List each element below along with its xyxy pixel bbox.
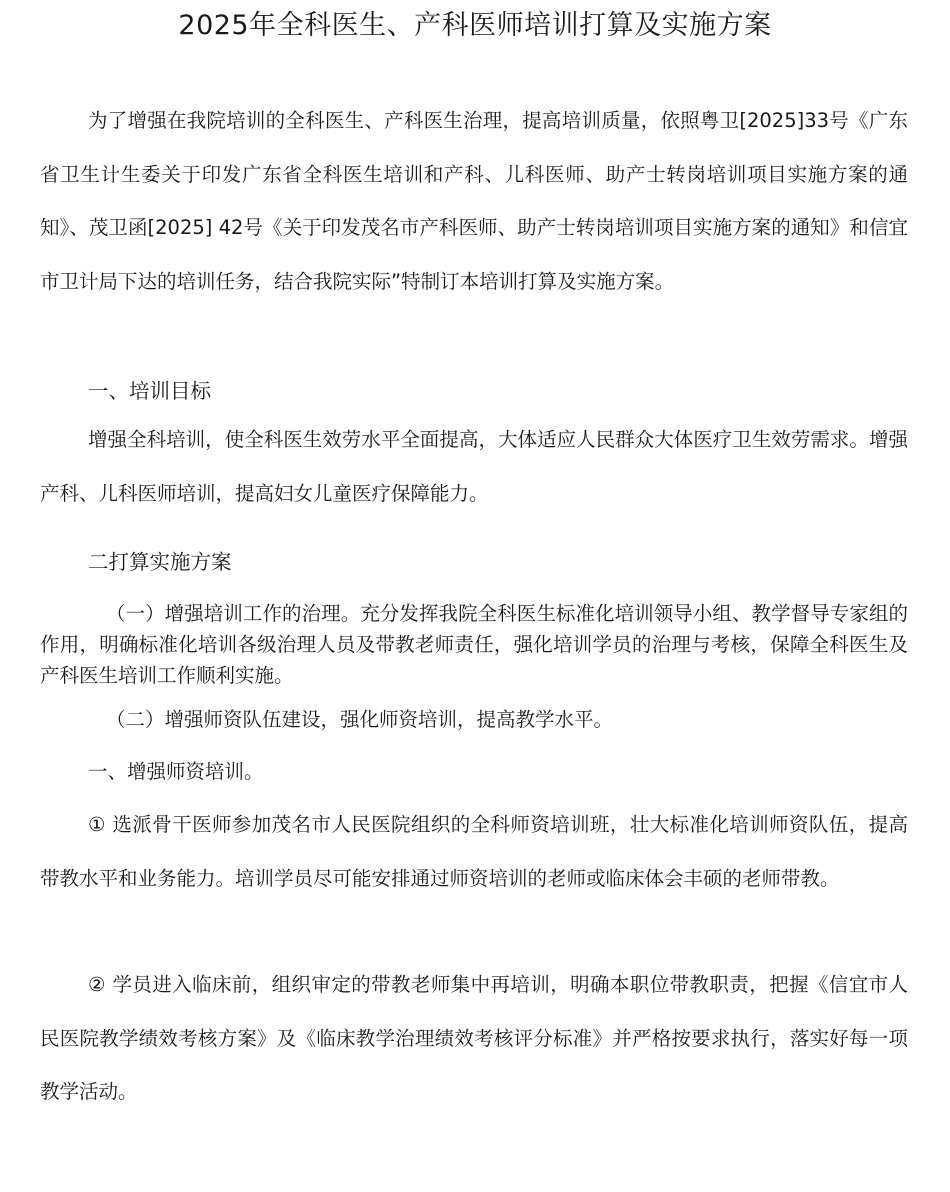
faculty-point-2: ② 学员进入临床前，组织审定的带教老师集中再培训，明确本职位带教职责，把握《信宜市人民医院教学绩效考核方案》及《临床教学治理绩效考核评分标准》并严格按要求执行，落实好每一项教学活动。 [40,973,908,1103]
plan-item-faculty: （二）增强师资队伍建设，强化师资培训，提高教学水平。 [106,708,614,731]
plan-item-management: （一）增强培训工作的治理。充分发挥我院全科医生标准化培训领导小组、教学督导专家组的作用，明确标准化培训各级治理人员及带教老师责任，强化培训学员的治理与考核，保障全科医生及产科医生培训工作顺利实施。 [40,602,908,687]
section-heading-plan: 二打算实施方案 [88,550,232,574]
intro-paragraph: 为了增强在我院培训的全科医生、产科医生治理，提高培训质量，依照粤卫[2025]33号《广东省卫生计生委关于印发广东省全科医生培训和产科、儿科医师、助产士转岗培训项目实施方案的通知》、茂卫函[2025] 42号《关于印发茂名市产科医师、助产士转岗培训项目实施方案的通知》和信宜市卫计局下达的培训任务，结合我院实际”特制订本培训打算及实施方案。 [40,109,908,293]
document-title: 2025年全科医生、产科医师培训打算及实施方案 [178,10,772,41]
goals-paragraph: 增强全科培训，使全科医生效劳水平全面提高，大体适应人民群众大体医疗卫生效劳需求。增强产科、儿科医师培训，提高妇女儿童医疗保障能力。 [40,428,908,505]
section-heading-goals: 一、培训目标 [88,379,211,403]
sub-heading-faculty-training: 一、增强师资培训。 [88,760,264,783]
faculty-point-1: ① 选派骨干医师参加茂名市人民医院组织的全科师资培训班，壮大标准化培训师资队伍，提高带教水平和业务能力。培训学员尽可能安排通过师资培训的老师或临床体会丰硕的老师带教。 [40,813,908,890]
